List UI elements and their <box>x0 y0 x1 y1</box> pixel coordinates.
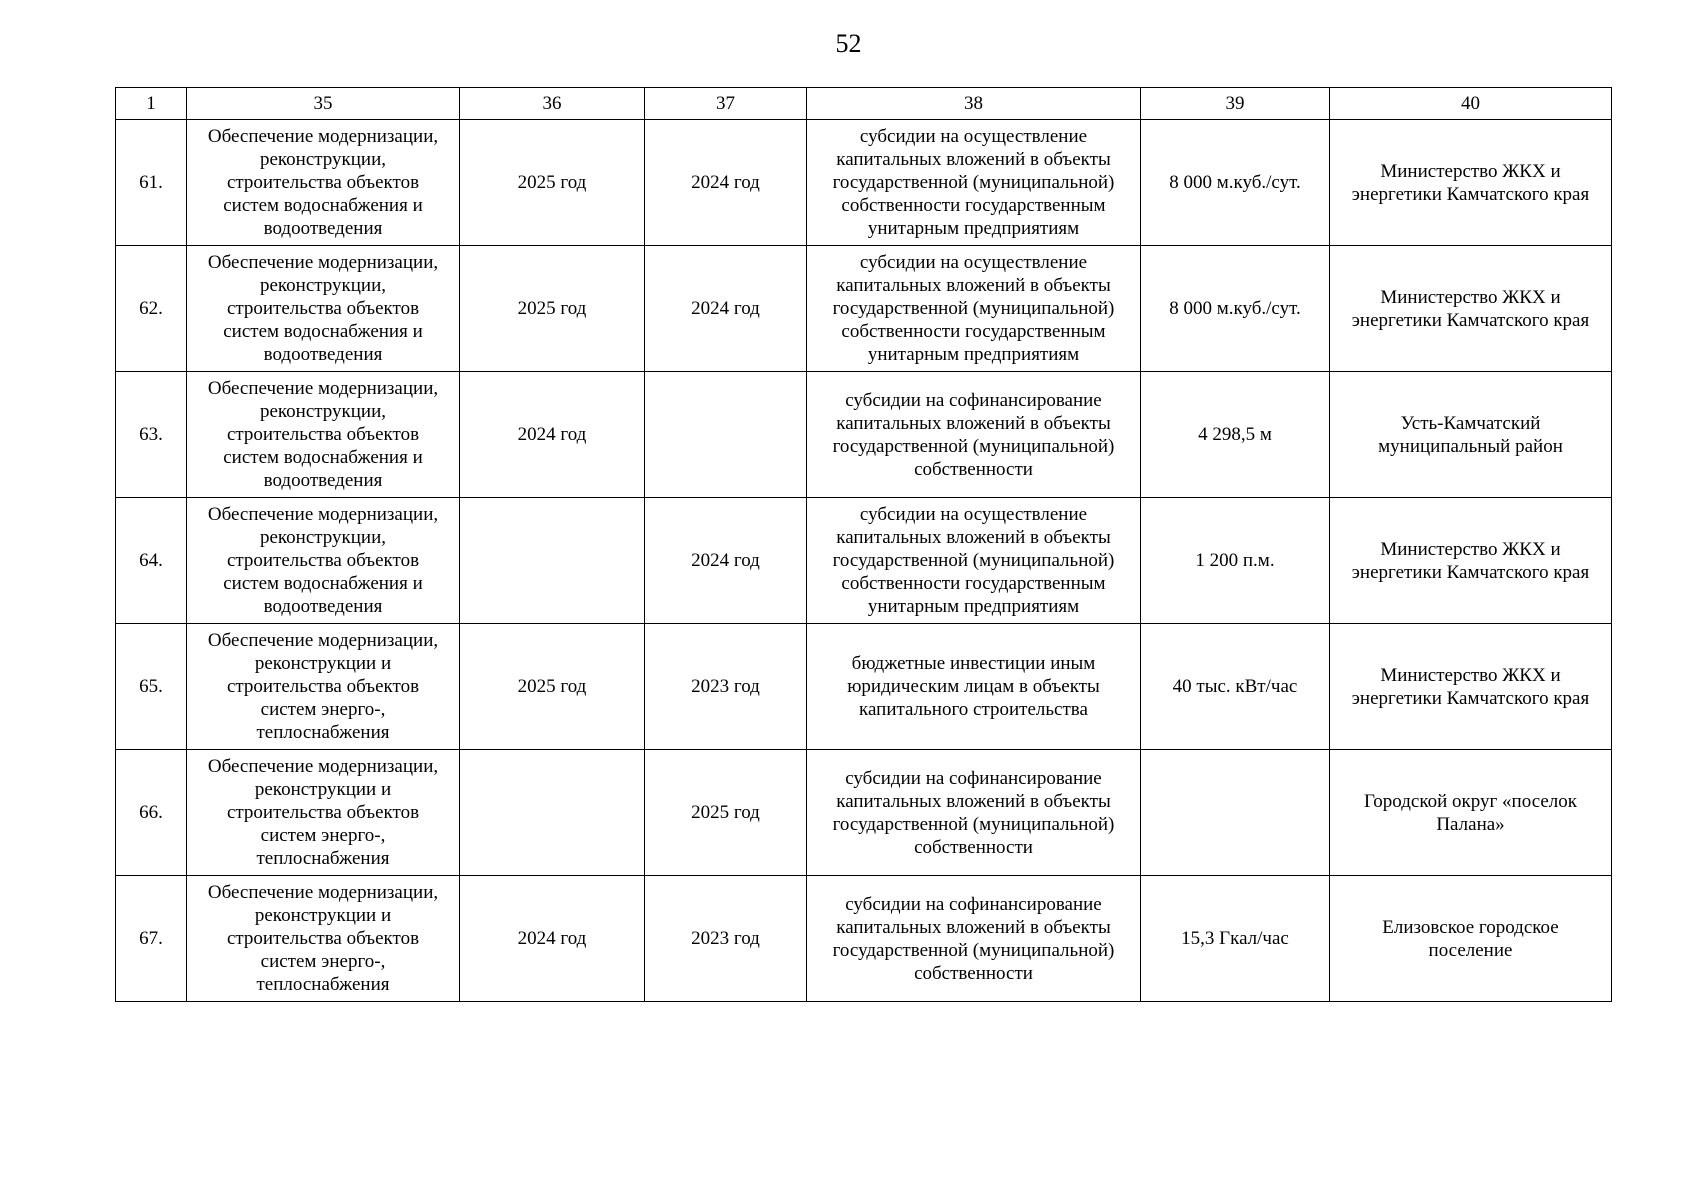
responsible-cell: Министерство ЖКХ и энергетики Камчатского края <box>1330 624 1612 750</box>
year-cell: 2023 год <box>645 876 807 1002</box>
funding-type-cell: субсидии на софинансирование капитальных вложений в объекты государственной (муниципальной) собственности <box>807 750 1141 876</box>
table-row <box>116 876 1612 1002</box>
table-row <box>116 246 1612 372</box>
header-cell: 40 <box>1330 88 1612 120</box>
capacity-cell <box>1141 750 1330 876</box>
header-cell: 37 <box>645 88 807 120</box>
measure-cell: Обеспечение модернизации, реконструкции и строительства объектов систем энерго-, теплоснабжения <box>187 876 460 1002</box>
year-cell <box>645 372 807 498</box>
capacity-cell: 4 298,5 м <box>1141 372 1330 498</box>
year-cell: 2025 год <box>460 624 645 750</box>
responsible-cell: Елизовское городское поселение <box>1330 876 1612 1002</box>
funding-type-cell: бюджетные инвестиции иным юридическим лицам в объекты капитального строительства <box>807 624 1141 750</box>
year-cell <box>460 750 645 876</box>
year-cell: 2024 год <box>645 498 807 624</box>
row-number: 61. <box>116 120 187 246</box>
measure-cell: Обеспечение модернизации, реконструкции, строительства объектов систем водоснабжения и водоотведения <box>187 372 460 498</box>
funding-type-cell: субсидии на осуществление капитальных вложений в объекты государственной (муниципальной) собственности государственным унитарным предприятиям <box>807 498 1141 624</box>
year-cell: 2023 год <box>645 624 807 750</box>
measure-cell: Обеспечение модернизации, реконструкции и строительства объектов систем энерго-, теплоснабжения <box>187 750 460 876</box>
capacity-cell: 40 тыс. кВт/час <box>1141 624 1330 750</box>
header-row <box>116 88 1612 120</box>
capacity-cell: 8 000 м.куб./сут. <box>1141 120 1330 246</box>
table-row <box>116 624 1612 750</box>
year-cell: 2025 год <box>645 750 807 876</box>
header-cell: 36 <box>460 88 645 120</box>
row-number: 63. <box>116 372 187 498</box>
funding-type-cell: субсидии на софинансирование капитальных вложений в объекты государственной (муниципальной) собственности <box>807 876 1141 1002</box>
year-cell: 2024 год <box>460 372 645 498</box>
responsible-cell: Городской округ «поселок Палана» <box>1330 750 1612 876</box>
year-cell <box>460 498 645 624</box>
table-row <box>116 750 1612 876</box>
row-number: 66. <box>116 750 187 876</box>
measure-cell: Обеспечение модернизации, реконструкции, строительства объектов систем водоснабжения и водоотведения <box>187 120 460 246</box>
responsible-cell: Министерство ЖКХ и энергетики Камчатского края <box>1330 246 1612 372</box>
row-number: 65. <box>116 624 187 750</box>
responsible-cell: Министерство ЖКХ и энергетики Камчатского края <box>1330 498 1612 624</box>
measure-cell: Обеспечение модернизации, реконструкции, строительства объектов систем водоснабжения и водоотведения <box>187 498 460 624</box>
capacity-cell: 1 200 п.м. <box>1141 498 1330 624</box>
header-cell: 35 <box>187 88 460 120</box>
header-cell: 1 <box>116 88 187 120</box>
main-table <box>115 87 1612 1002</box>
header-cell: 38 <box>807 88 1141 120</box>
measure-cell: Обеспечение модернизации, реконструкции и строительства объектов систем энерго-, теплоснабжения <box>187 624 460 750</box>
year-cell: 2024 год <box>460 876 645 1002</box>
year-cell: 2024 год <box>645 120 807 246</box>
header-cell: 39 <box>1141 88 1330 120</box>
funding-type-cell: субсидии на осуществление капитальных вложений в объекты государственной (муниципальной) собственности государственным унитарным предприятиям <box>807 120 1141 246</box>
row-number: 64. <box>116 498 187 624</box>
table-row <box>116 120 1612 246</box>
responsible-cell: Усть-Камчатский муниципальный район <box>1330 372 1612 498</box>
table-row <box>116 372 1612 498</box>
capacity-cell: 8 000 м.куб./сут. <box>1141 246 1330 372</box>
table-row <box>116 498 1612 624</box>
funding-type-cell: субсидии на осуществление капитальных вложений в объекты государственной (муниципальной) собственности государственным унитарным предприятиям <box>807 246 1141 372</box>
row-number: 67. <box>116 876 187 1002</box>
row-number: 62. <box>116 246 187 372</box>
year-cell: 2024 год <box>645 246 807 372</box>
year-cell: 2025 год <box>460 246 645 372</box>
responsible-cell: Министерство ЖКХ и энергетики Камчатского края <box>1330 120 1612 246</box>
funding-type-cell: субсидии на софинансирование капитальных вложений в объекты государственной (муниципальной) собственности <box>807 372 1141 498</box>
capacity-cell: 15,3 Гкал/час <box>1141 876 1330 1002</box>
year-cell: 2025 год <box>460 120 645 246</box>
measure-cell: Обеспечение модернизации, реконструкции, строительства объектов систем водоснабжения и водоотведения <box>187 246 460 372</box>
page-number: 52 <box>835 29 862 58</box>
